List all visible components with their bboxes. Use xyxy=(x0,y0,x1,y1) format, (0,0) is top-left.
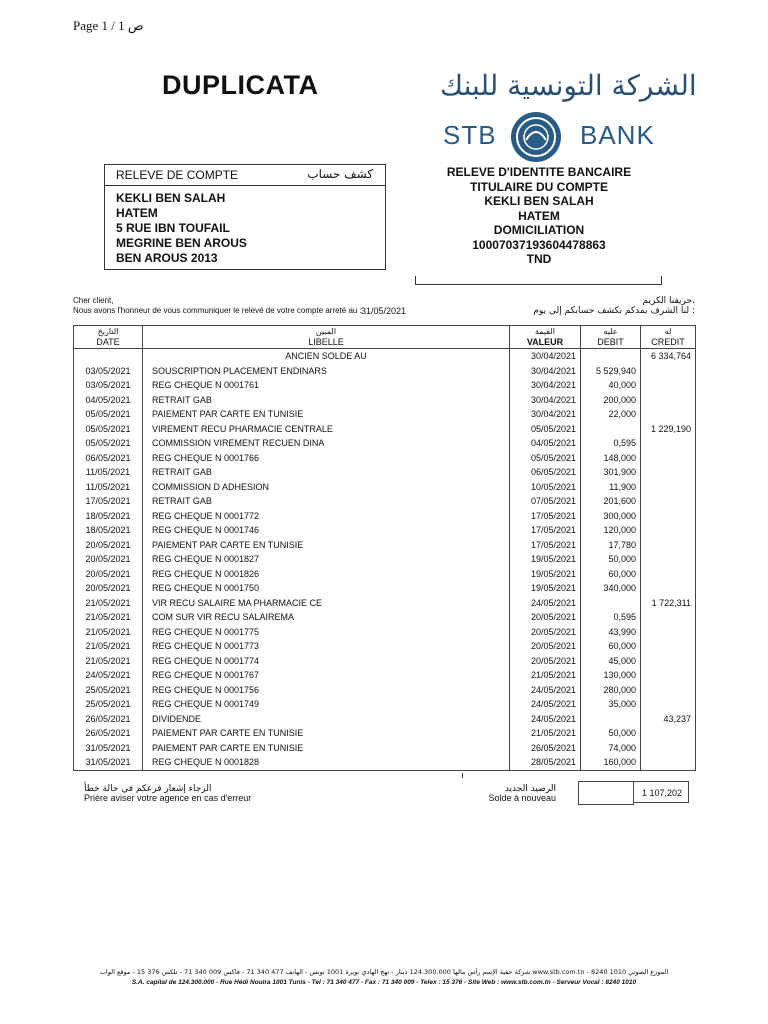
row-valeur: 04/05/2021 xyxy=(510,436,581,451)
row-debit: 160,000 xyxy=(581,755,641,770)
header-date: التاريخ DATE xyxy=(74,326,143,349)
rib-line: KEKLI BEN SALAH xyxy=(484,194,594,208)
header-libelle: المبين LIBELLE xyxy=(143,326,510,349)
row-debit: 40,000 xyxy=(581,378,641,393)
rib-frame-divider xyxy=(415,284,662,285)
row-date: 21/05/2021 xyxy=(74,639,143,654)
table-row xyxy=(74,393,696,408)
row-debit: 74,000 xyxy=(581,741,641,756)
error-notice-fr: Prière aviser votre agence en cas d'erreur xyxy=(84,793,252,803)
bank-logo-stb: STB xyxy=(443,120,497,150)
row-credit xyxy=(641,494,696,509)
row-libelle: COMMISSION D ADHESION xyxy=(143,480,510,495)
row-valeur: 17/05/2021 xyxy=(510,509,581,524)
row-credit xyxy=(641,451,696,466)
row-credit xyxy=(641,726,696,741)
row-debit xyxy=(581,712,641,727)
row-libelle: PAIEMENT PAR CARTE EN TUNISIE xyxy=(143,407,510,422)
table-row xyxy=(74,523,696,538)
row-credit xyxy=(641,654,696,669)
row-debit: 43,990 xyxy=(581,625,641,640)
row-valeur: 30/04/2021 xyxy=(510,393,581,408)
rib-frame-divider xyxy=(661,276,662,284)
opening-balance-row xyxy=(74,349,696,364)
row-debit: 60,000 xyxy=(581,567,641,582)
row-libelle: RETRAIT GAB xyxy=(143,465,510,480)
row-libelle: PAIEMENT PAR CARTE EN TUNISIE xyxy=(143,726,510,741)
bank-logo-bank: BANK xyxy=(580,120,655,150)
statement-date: 31/05/2021 xyxy=(361,306,407,316)
table-row xyxy=(74,451,696,466)
rib-line: TITULAIRE DU COMPTE xyxy=(470,179,608,194)
table-row xyxy=(74,639,696,654)
row-libelle: REG CHEQUE N 0001746 xyxy=(143,523,510,538)
row-debit: 17,780 xyxy=(581,538,641,553)
row-debit: 45,000 xyxy=(581,654,641,669)
address-line: BEN AROUS 2013 xyxy=(116,251,218,265)
address-line: KEKLI BEN SALAH xyxy=(116,191,226,205)
table-row xyxy=(74,741,696,756)
row-libelle: RETRAIT GAB xyxy=(143,494,510,509)
row-credit xyxy=(641,393,696,408)
row-valeur: 20/05/2021 xyxy=(510,654,581,669)
row-valeur: 28/05/2021 xyxy=(510,755,581,770)
row-credit xyxy=(641,538,696,553)
row-libelle: COM SUR VIR RECU SALAIREMA xyxy=(143,610,510,625)
row-date: 31/05/2021 xyxy=(74,755,143,770)
row-valeur: 06/05/2021 xyxy=(510,465,581,480)
table-row xyxy=(74,494,696,509)
table-row xyxy=(74,567,696,582)
opening-balance-credit: 6 334,764 xyxy=(641,349,696,364)
row-libelle: REG CHEQUE N 0001826 xyxy=(143,567,510,582)
new-balance-value: 1 107,202 xyxy=(633,781,689,803)
table-row xyxy=(74,465,696,480)
row-libelle: DIVIDENDE xyxy=(143,712,510,727)
rib-line: DOMICILIATION xyxy=(493,223,585,237)
row-date: 25/05/2021 xyxy=(74,683,143,698)
table-row xyxy=(74,697,696,712)
row-debit: 340,000 xyxy=(581,581,641,596)
row-debit: 200,000 xyxy=(581,393,641,408)
page-number: Page 1 / 1 ص xyxy=(73,18,144,33)
row-debit: 60,000 xyxy=(581,639,641,654)
greeting-fr xyxy=(73,296,362,316)
row-valeur: 20/05/2021 xyxy=(510,639,581,654)
row-valeur: 30/04/2021 xyxy=(510,378,581,393)
table-row xyxy=(74,581,696,596)
table-row xyxy=(74,596,696,611)
account-box-header xyxy=(105,165,385,186)
row-libelle: REG CHEQUE N 0001828 xyxy=(143,755,510,770)
rib-line: HATEM xyxy=(518,208,560,223)
row-debit: 11,900 xyxy=(581,480,641,495)
row-libelle: REG CHEQUE N 0001767 xyxy=(143,668,510,683)
document-title: DUPLICATA xyxy=(162,70,319,100)
row-credit: 1 229,190 xyxy=(641,422,696,437)
row-valeur: 19/05/2021 xyxy=(510,581,581,596)
row-debit: 120,000 xyxy=(581,523,641,538)
row-debit: 300,000 xyxy=(581,509,641,524)
row-valeur: 20/05/2021 xyxy=(510,610,581,625)
row-credit xyxy=(641,364,696,379)
row-libelle: REG CHEQUE N 0001750 xyxy=(143,581,510,596)
table-row xyxy=(74,378,696,393)
row-valeur: 24/05/2021 xyxy=(510,683,581,698)
rib-frame-divider xyxy=(415,276,416,284)
row-valeur: 17/05/2021 xyxy=(510,538,581,553)
greeting-ar xyxy=(520,296,695,316)
row-credit xyxy=(641,509,696,524)
row-valeur: 19/05/2021 xyxy=(510,567,581,582)
row-date: 25/05/2021 xyxy=(74,697,143,712)
row-credit xyxy=(641,668,696,683)
row-credit xyxy=(641,639,696,654)
statement-table xyxy=(73,325,696,771)
row-debit: 50,000 xyxy=(581,726,641,741)
row-credit xyxy=(641,755,696,770)
row-date: 17/05/2021 xyxy=(74,494,143,509)
row-debit: 0,595 xyxy=(581,436,641,451)
new-balance-label-fr: Solde à nouveau xyxy=(488,793,556,803)
row-libelle: REG CHEQUE N 0001827 xyxy=(143,552,510,567)
table-row xyxy=(74,407,696,422)
table-row xyxy=(74,422,696,437)
row-date: 20/05/2021 xyxy=(74,538,143,553)
row-valeur: 21/05/2021 xyxy=(510,668,581,683)
row-libelle: VIREMENT RECU PHARMACIE CENTRALE xyxy=(143,422,510,437)
table-row xyxy=(74,364,696,379)
bank-identity-block xyxy=(420,165,658,267)
row-date: 21/05/2021 xyxy=(74,596,143,611)
row-libelle: PAIEMENT PAR CARTE EN TUNISIE xyxy=(143,538,510,553)
row-debit: 148,000 xyxy=(581,451,641,466)
row-libelle: REG CHEQUE N 0001766 xyxy=(143,451,510,466)
new-balance-label-ar: الرصيد الجديد xyxy=(504,784,556,794)
row-debit: 5 529,940 xyxy=(581,364,641,379)
row-valeur: 26/05/2021 xyxy=(510,741,581,756)
table-row xyxy=(74,509,696,524)
table-row xyxy=(74,538,696,553)
table-row xyxy=(74,683,696,698)
row-libelle: REG CHEQUE N 0001774 xyxy=(143,654,510,669)
table-row xyxy=(74,712,696,727)
table-row xyxy=(74,552,696,567)
row-credit xyxy=(641,741,696,756)
row-debit: 35,000 xyxy=(581,697,641,712)
row-libelle: REG CHEQUE N 0001772 xyxy=(143,509,510,524)
row-date: 26/05/2021 xyxy=(74,726,143,741)
header-credit: له CREDIT xyxy=(641,326,696,349)
row-libelle: REG CHEQUE N 0001775 xyxy=(143,625,510,640)
row-date: 21/05/2021 xyxy=(74,625,143,640)
row-valeur: 30/04/2021 xyxy=(510,364,581,379)
row-credit xyxy=(641,465,696,480)
row-valeur: 10/05/2021 xyxy=(510,480,581,495)
address-line: MEGRINE BEN AROUS xyxy=(116,236,247,250)
address-line: 5 RUE IBN TOUFAIL xyxy=(116,221,230,235)
row-libelle: REG CHEQUE N 0001773 xyxy=(143,639,510,654)
row-date: 26/05/2021 xyxy=(74,712,143,727)
row-date: 24/05/2021 xyxy=(74,668,143,683)
row-date: 20/05/2021 xyxy=(74,567,143,582)
row-valeur: 05/05/2021 xyxy=(510,451,581,466)
row-valeur: 24/05/2021 xyxy=(510,697,581,712)
row-valeur: 24/05/2021 xyxy=(510,712,581,727)
address-line: HATEM xyxy=(116,206,158,220)
table-row xyxy=(74,668,696,683)
account-heading-ar: كشف حساب xyxy=(307,167,373,181)
row-libelle: VIR RECU SALAIRE MA PHARMACIE CE xyxy=(143,596,510,611)
row-date: 18/05/2021 xyxy=(74,509,143,524)
row-date: 21/05/2021 xyxy=(74,654,143,669)
row-credit xyxy=(641,683,696,698)
row-date: 11/05/2021 xyxy=(74,480,143,495)
table-row xyxy=(74,480,696,495)
row-credit xyxy=(641,378,696,393)
table-row xyxy=(74,625,696,640)
row-credit xyxy=(641,567,696,582)
table-row xyxy=(74,436,696,451)
table-row xyxy=(74,755,696,770)
rib-currency: TND xyxy=(526,252,552,266)
header-debit: عليه DEBIT xyxy=(581,326,641,349)
row-credit xyxy=(641,625,696,640)
row-libelle: REG CHEQUE N 0001756 xyxy=(143,683,510,698)
opening-balance-label: ANCIEN SOLDE AU xyxy=(143,349,510,364)
row-libelle: REG CHEQUE N 0001761 xyxy=(143,378,510,393)
row-date: 03/05/2021 xyxy=(74,378,143,393)
legal-footer-ar: شركة خفية الإسم رأس مالها 124.300.000 دينار - نهج الهادي نويرة 1001 تونس - الهاتف 477 340 71 - فاكس 009 340 71 - تلكس 376 15 - موقع الواب www.stb.com.tn - الموزع الصوتي 1010 8240 xyxy=(99,968,669,976)
row-date: 05/05/2021 xyxy=(74,407,143,422)
bank-logo-arabic: الشركة التونسية للبنك xyxy=(440,69,697,102)
row-libelle: PAIEMENT PAR CARTE EN TUNISIE xyxy=(143,741,510,756)
row-credit xyxy=(641,436,696,451)
greeting-ar-line: حريفنا الكريم، xyxy=(642,296,695,306)
row-date: 21/05/2021 xyxy=(74,610,143,625)
row-debit: 280,000 xyxy=(581,683,641,698)
greeting-fr-line: Nous avons l'honneur de vous communiquer le relevé de votre compte arreté au : xyxy=(73,306,362,315)
row-date: 20/05/2021 xyxy=(74,581,143,596)
row-valeur: 30/04/2021 xyxy=(510,407,581,422)
row-credit xyxy=(641,523,696,538)
row-debit: 22,000 xyxy=(581,407,641,422)
table-row xyxy=(74,654,696,669)
row-libelle: SOUSCRIPTION PLACEMENT ENDINARS xyxy=(143,364,510,379)
rib-account-number: 10007037193604478863 xyxy=(472,237,606,252)
row-valeur: 21/05/2021 xyxy=(510,726,581,741)
row-date: 31/05/2021 xyxy=(74,741,143,756)
row-debit xyxy=(581,422,641,437)
new-balance-debit-box xyxy=(578,781,634,805)
account-statement-box xyxy=(104,164,386,270)
row-libelle: COMMISSION VIREMENT RECUEN DINA xyxy=(143,436,510,451)
table-row xyxy=(74,726,696,741)
account-holder-address xyxy=(116,191,247,266)
bank-seal-icon xyxy=(509,110,563,164)
row-date: 06/05/2021 xyxy=(74,451,143,466)
row-credit xyxy=(641,480,696,495)
row-date: 04/05/2021 xyxy=(74,393,143,408)
opening-balance-date: 30/04/2021 xyxy=(510,349,581,364)
row-debit: 0,595 xyxy=(581,610,641,625)
row-credit: 1 722,311 xyxy=(641,596,696,611)
row-date: 20/05/2021 xyxy=(74,552,143,567)
rib-line: RELEVE D'IDENTITE BANCAIRE xyxy=(446,165,632,179)
row-valeur: 24/05/2021 xyxy=(510,596,581,611)
row-date: 18/05/2021 xyxy=(74,523,143,538)
row-credit: 43,237 xyxy=(641,712,696,727)
table-header-row xyxy=(74,326,696,349)
row-credit xyxy=(641,581,696,596)
greeting-ar-line: لنا الشرف بمدكم بكشف حسابكم إلى يوم : xyxy=(533,306,695,316)
row-date: 05/05/2021 xyxy=(74,422,143,437)
row-credit xyxy=(641,610,696,625)
row-debit: 50,000 xyxy=(581,552,641,567)
row-debit: 201,600 xyxy=(581,494,641,509)
error-notice-ar: الرجاء إشعار فرعكم في حالة خطأ xyxy=(84,784,212,794)
row-date: 11/05/2021 xyxy=(74,465,143,480)
row-valeur: 05/05/2021 xyxy=(510,422,581,437)
row-valeur: 07/05/2021 xyxy=(510,494,581,509)
row-debit: 130,000 xyxy=(581,668,641,683)
legal-footer-fr: S.A. capital de 124.300.000 - Rue Hédi Nouira 1001 Tunis - Tel : 71 340 477 - Fax : 71 340 009 - Telex : 15 376 - Site Web : www.stb.com.tn - Serveur Vocal : 8240 1010 xyxy=(131,979,637,986)
table-tick-mark xyxy=(462,773,463,778)
header-valeur: القيمة VALEUR xyxy=(510,326,581,349)
row-valeur: 17/05/2021 xyxy=(510,523,581,538)
row-credit xyxy=(641,697,696,712)
account-heading-fr: RELEVE DE COMPTE xyxy=(116,168,239,182)
row-libelle: REG CHEQUE N 0001749 xyxy=(143,697,510,712)
row-date: 05/05/2021 xyxy=(74,436,143,451)
row-valeur: 20/05/2021 xyxy=(510,625,581,640)
row-credit xyxy=(641,407,696,422)
row-debit: 301,900 xyxy=(581,465,641,480)
row-credit xyxy=(641,552,696,567)
row-valeur: 19/05/2021 xyxy=(510,552,581,567)
row-libelle: RETRAIT GAB xyxy=(143,393,510,408)
row-date: 03/05/2021 xyxy=(74,364,143,379)
greeting-fr-line: Cher client, xyxy=(73,296,114,305)
table-row xyxy=(74,610,696,625)
row-debit xyxy=(581,596,641,611)
